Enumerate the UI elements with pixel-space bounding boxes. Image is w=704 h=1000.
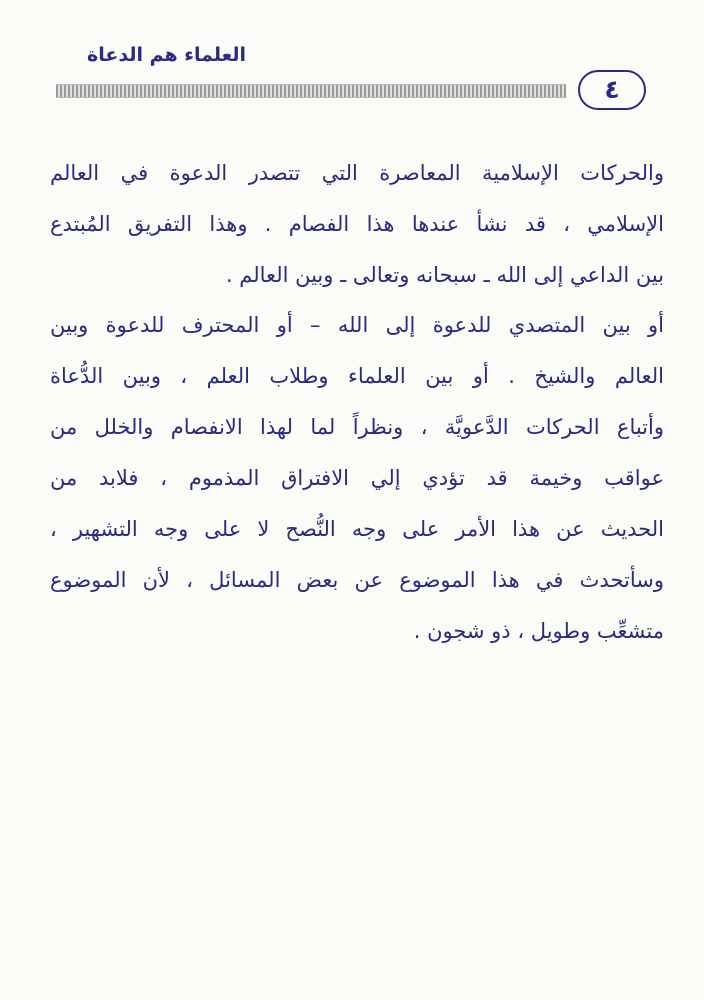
text-line: العالم والشيخ . أو بين العلماء وطلاب العلم ، وبين الدُّعاة bbox=[50, 364, 664, 388]
text-line: الإسلامي ، قد نشأ عندها هذا الفصام . وهذا التفريق المُبتدع bbox=[50, 212, 664, 236]
header-rule bbox=[56, 84, 566, 98]
text-line: والحركات الإسلامية المعاصرة التي تتصدر الدعوة في العالم bbox=[50, 161, 664, 185]
running-title: العلماء هم الدعاة bbox=[87, 44, 246, 66]
text-line: وسأتحدث في هذا الموضوع عن بعض المسائل ، لأن الموضوع bbox=[50, 568, 664, 592]
text-line: متشعِّب وطويل ، ذو شجون . bbox=[413, 619, 664, 643]
text-line: أو بين المتصدي للدعوة إلى الله – أو المحترف للدعوة وبين bbox=[50, 313, 664, 337]
text-line: بين الداعي إلى الله ـ سبحانه وتعالى ـ وبين العالم . bbox=[225, 263, 664, 287]
paragraph-2 bbox=[50, 300, 664, 657]
text-line: الحديث عن هذا الأمر على وجه النُّصح لا على وجه التشهير ، bbox=[50, 517, 664, 541]
page-number-badge: ٤ bbox=[578, 70, 646, 110]
text-line: عواقب وخيمة قد تؤدي إلي الافتراق المذموم ، فلابد من bbox=[50, 466, 664, 490]
paragraph-1 bbox=[50, 148, 664, 301]
page-header bbox=[56, 42, 656, 112]
text-line: وأتباع الحركات الدَّعويَّة ، ونظراً لما لهذا الانفصام والخلل من bbox=[50, 415, 664, 439]
